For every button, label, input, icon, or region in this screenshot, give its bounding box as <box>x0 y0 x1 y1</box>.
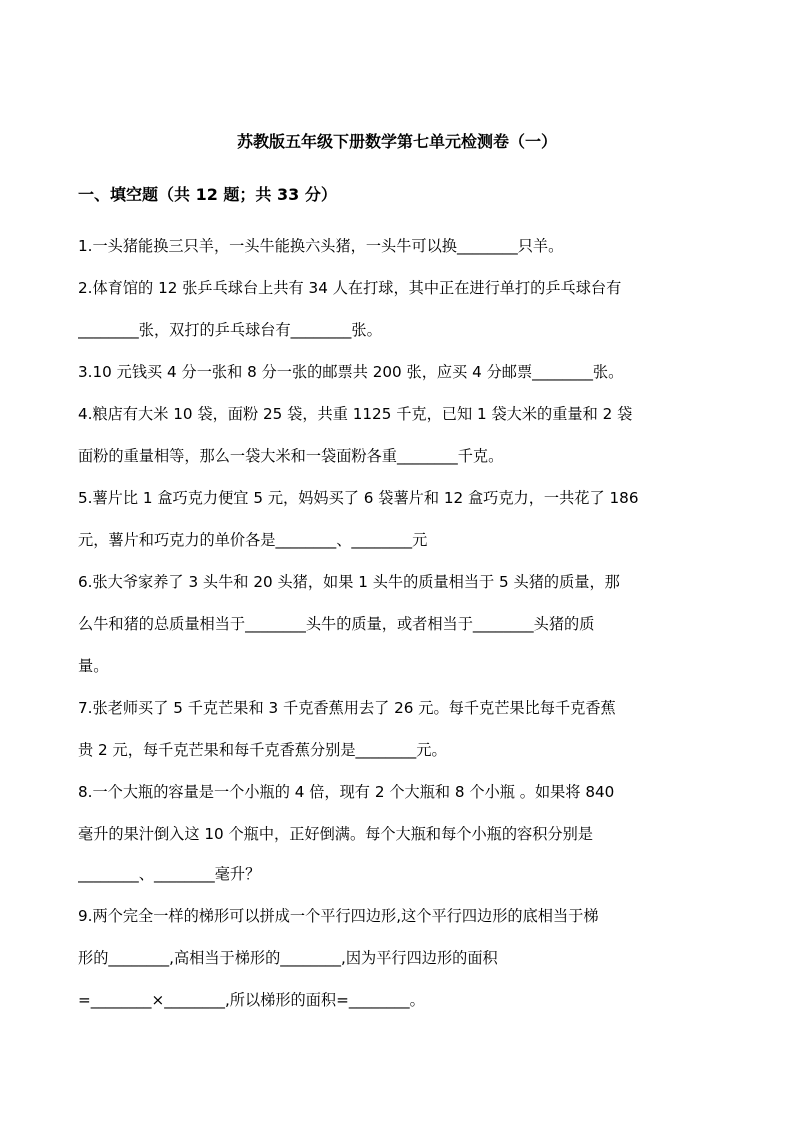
question-line: 8.一个大瓶的容量是一个小瓶的 4 倍，现有 2 个大瓶和 8 个小瓶 。如果将 840 <box>78 783 615 801</box>
question-line: 1.一头猪能换三只羊，一头牛能换六头猪，一头牛可以换________只羊。 <box>78 237 564 255</box>
question-line: ________、________毫升？ <box>78 865 261 883</box>
question-line: 贵 2 元，每千克芒果和每千克香蕉分别是________元。 <box>78 741 447 759</box>
question-line: 3.10 元钱买 4 分一张和 8 分一张的邮票共 200 张，应买 4 分邮票________张。 <box>78 363 624 381</box>
document-title: 苏教版五年级下册数学第七单元检测卷（一） <box>236 132 557 151</box>
question-line: 形的________,高相当于梯形的________,因为平行四边形的面积 <box>78 949 498 967</box>
question-line: 面粉的重量相等，那么一袋大米和一袋面粉各重________千克。 <box>78 447 504 465</box>
question-line: 么牛和猪的总质量相当于________头牛的质量，或者相当于________头猪的质 <box>78 615 595 633</box>
question-line: 7.张老师买了 5 千克芒果和 3 千克香蕉用去了 26 元。每千克芒果比每千克香蕉 <box>78 699 616 717</box>
question-line: 9.两个完全一样的梯形可以拼成一个平行四边形,这个平行四边形的底相当于梯 <box>78 907 599 925</box>
question-line: 4.粮店有大米 10 袋，面粉 25 袋，共重 1125 千克，已知 1 袋大米的重量和 2 袋 <box>78 405 633 423</box>
question-line: 毫升的果汁倒入这 10 个瓶中，正好倒满。每个大瓶和每个小瓶的容积分别是 <box>78 825 593 843</box>
question-line: 6.张大爷家养了 3 头牛和 20 头猪，如果 1 头牛的质量相当于 5 头猪的质量，那 <box>78 573 620 591</box>
question-line: =________×________,所以梯形的面积=________。 <box>78 991 425 1009</box>
question-line: 元，薯片和巧克力的单价各是________、________元 <box>78 531 428 549</box>
section-heading: 一、填空题（共 12 题；共 33 分） <box>78 185 337 204</box>
question-line: ________张，双打的乒乓球台有________张。 <box>78 321 382 339</box>
question-line: 2.体育馆的 12 张乒乓球台上共有 34 人在打球，其中正在进行单打的乒乓球台有 <box>78 279 622 297</box>
question-line: 5.薯片比 1 盒巧克力便宜 5 元，妈妈买了 6 袋薯片和 12 盒巧克力，一共花了 186 <box>78 489 639 507</box>
question-line: 量。 <box>78 657 109 675</box>
